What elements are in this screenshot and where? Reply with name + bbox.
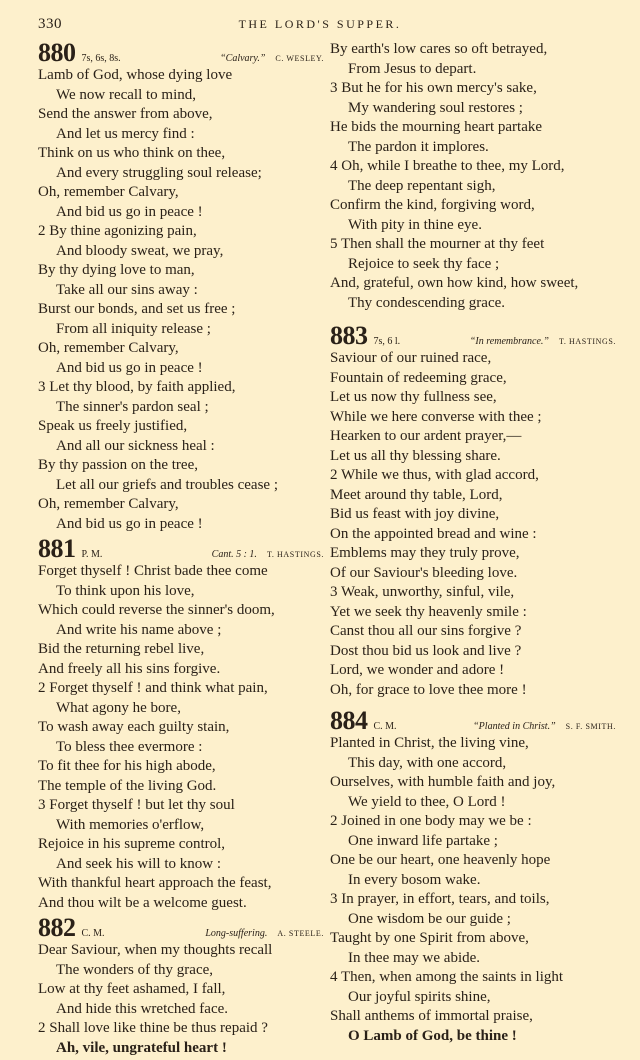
hymn-line: And bloody sweat, we pray, — [56, 242, 224, 259]
hymn-line: Hearken to our ardent prayer,— — [330, 428, 522, 444]
hymn-line: Bid the returning rebel live, — [38, 641, 205, 657]
hymn-line: From Jesus to depart. — [348, 60, 477, 77]
hymn-line: Canst thou all our sins forgive ? — [330, 623, 522, 639]
hymn-line: By thy passion on the tree, — [38, 457, 198, 473]
hymn-meter: P. M. — [81, 549, 103, 560]
hymn-line: 2 While we thus, with glad accord, — [330, 467, 539, 483]
hymn-line: Our joyful spirits shine, — [348, 988, 491, 1005]
hymn-author: C. WESLEY. — [275, 54, 324, 63]
hymn-line: This day, with one accord, — [348, 754, 507, 771]
hymn-number: 883 — [330, 321, 368, 350]
hymn-line: And let us mercy find : — [56, 125, 195, 142]
hymn-line: 3 But he for his own mercy's sake, — [330, 80, 537, 96]
hymn-line: And seek his will to know : — [56, 855, 221, 872]
hymn-line: 3 Weak, unworthy, sinful, vile, — [330, 584, 515, 600]
hymn-line: To think upon his love, — [56, 582, 195, 599]
hymn-meter: C. M. — [373, 721, 397, 732]
hymn-line: Taught by one Spirit from above, — [330, 930, 529, 946]
hymn-line: The sinner's pardon seal ; — [56, 398, 209, 415]
hymn-line: By thy dying love to man, — [38, 262, 195, 278]
hymn-author: A. STEELE. — [277, 929, 324, 938]
hymn-line: 5 Then shall the mourner at thy feet — [330, 236, 545, 252]
hymn-line: And bid us go in peace ! — [56, 515, 203, 532]
hymn-882 — [38, 915, 324, 1058]
left-column — [38, 40, 324, 1060]
hymn-line: What agony he bore, — [56, 699, 181, 716]
running-header — [0, 12, 640, 34]
hymn-header — [330, 323, 616, 349]
hymn-line: Dear Saviour, when my thoughts recall — [38, 942, 273, 958]
hymn-line: Let us all thy blessing share. — [330, 447, 501, 464]
running-title: THE LORD'S SUPPER. — [238, 17, 402, 31]
hymn-line: To bless thee evermore : — [56, 738, 203, 755]
hymn-line: By earth's low cares so oft betrayed, — [330, 41, 548, 57]
hymn-880 — [38, 40, 324, 534]
hymn-line: The temple of the living God. — [38, 777, 217, 794]
hymn-author: T. HASTINGS. — [266, 550, 324, 559]
hymn-number: 880 — [38, 38, 76, 67]
hymn-line: And, grateful, own how kind, how sweet, — [330, 275, 579, 291]
hymn-tune: “Calvary.” — [220, 53, 266, 64]
hymn-line: Oh, remember Calvary, — [38, 496, 179, 512]
hymn-tune: “In remembrance.” — [469, 336, 549, 347]
hymn-line: And hide this wretched face. — [56, 1000, 229, 1017]
hymn-line: 2 By thine agonizing pain, — [38, 223, 197, 239]
hymn-line: Think on us who think on thee, — [38, 145, 226, 161]
hymn-line: The deep repentant sigh, — [348, 177, 496, 194]
hymn-line: In thee may we abide. — [348, 949, 481, 966]
hymn-line: Confirm the kind, forgiving word, — [330, 197, 535, 213]
hymn-line: Emblems may they truly prove, — [330, 545, 520, 561]
hymn-meter: 7s, 6s, 8s. — [81, 53, 121, 64]
hymn-line: And bid us go in peace ! — [56, 203, 203, 220]
hymn-line: Rejoice in his supreme control, — [38, 836, 226, 852]
hymn-line: One wisdom be our guide ; — [348, 910, 511, 927]
hymn-header — [38, 40, 324, 66]
hymn-line: We now recall to mind, — [56, 86, 197, 103]
hymn-number: 882 — [38, 913, 76, 942]
hymn-line: Saviour of our ruined race, — [330, 350, 492, 366]
hymn-line: O Lamb of God, be thine ! — [348, 1027, 517, 1044]
hymn-line: And thou wilt be a welcome guest. — [38, 894, 247, 911]
hymn-line: 3 Forget thyself ! but let thy soul — [38, 797, 235, 813]
hymn-meter: C. M. — [81, 928, 105, 939]
hymn-meter: 7s, 6 l. — [373, 336, 401, 347]
hymn-line: And every struggling soul release; — [56, 164, 262, 181]
hymn-line: In every bosom wake. — [348, 871, 481, 888]
hymn-author: T. HASTINGS. — [558, 337, 616, 346]
hymn-line: We yield to thee, O Lord ! — [348, 793, 506, 810]
hymn-line: From all iniquity release ; — [56, 320, 211, 337]
hymn-884 — [330, 708, 616, 1046]
hymn-line: Meet around thy table, Lord, — [330, 486, 503, 503]
hymn-line: To fit thee for his high abode, — [38, 758, 216, 774]
hymn-881 — [38, 536, 324, 913]
hymn-line: Thy condescending grace. — [348, 294, 506, 311]
hymn-tune: Cant. 5 : 1. — [211, 549, 257, 560]
hymn-line: Speak us freely justified, — [38, 418, 188, 434]
hymn-line: With memories o'erflow, — [56, 816, 205, 833]
hymn-line: And all our sickness heal : — [56, 437, 215, 454]
hymn-header — [330, 708, 616, 734]
hymn-line: With thankful heart approach the feast, — [38, 875, 272, 891]
hymn-line: Take all our sins away : — [56, 281, 198, 298]
hymn-line: Bid us feast with joy divine, — [330, 506, 500, 522]
hymn-line: Lord, we wonder and adore ! — [330, 662, 505, 678]
hymn-line: And write his name above ; — [56, 621, 222, 638]
right-column — [330, 40, 616, 1048]
hymn-line: Rejoice to seek thy face ; — [348, 255, 500, 272]
hymn-line: 3 In prayer, in effort, tears, and toils, — [330, 891, 550, 907]
hymn-line: And freely all his sins forgive. — [38, 660, 221, 677]
hymn-line: Low at thy feet ashamed, I fall, — [38, 981, 226, 997]
hymn-line: Fountain of redeeming grace, — [330, 369, 507, 386]
page-number: 330 — [38, 16, 62, 32]
hymn-tune: “Planted in Christ.” — [473, 721, 556, 732]
hymn-line: Send the answer from above, — [38, 106, 213, 122]
hymn-line: The wonders of thy grace, — [56, 961, 214, 978]
hymn-line: Oh, remember Calvary, — [38, 340, 179, 356]
hymn-line: 3 Let thy blood, by faith applied, — [38, 379, 236, 395]
hymn-line: One inward life partake ; — [348, 832, 498, 849]
hymn-line: Dost thou bid us look and live ? — [330, 642, 522, 659]
hymn-line: Let all our griefs and troubles cease ; — [56, 476, 278, 493]
hymn-line: Oh, for grace to love thee more ! — [330, 681, 527, 698]
hymn-line: Ah, vile, ungrateful heart ! — [56, 1039, 227, 1056]
hymn-line: And bid us go in peace ! — [56, 359, 203, 376]
hymn-line: Planted in Christ, the living vine, — [330, 735, 529, 751]
hymn-line: Shall anthems of immortal praise, — [330, 1008, 533, 1024]
hymn-line: He bids the mourning heart partake — [330, 119, 543, 135]
hymn-line: 4 Then, when among the saints in light — [330, 969, 564, 985]
hymn-882-continued — [330, 40, 616, 313]
hymn-number: 881 — [38, 534, 76, 563]
hymn-line: Yet we seek thy heavenly smile : — [330, 603, 527, 620]
hymn-line: To wash away each guilty stain, — [38, 719, 230, 735]
hymn-line: While we here converse with thee ; — [330, 408, 542, 425]
hymn-line: Ourselves, with humble faith and joy, — [330, 774, 556, 790]
hymn-line: Oh, remember Calvary, — [38, 184, 179, 200]
hymn-line: My wandering soul restores ; — [348, 99, 523, 116]
hymn-line: On the appointed bread and wine : — [330, 525, 537, 542]
hymn-header — [38, 915, 324, 941]
hymn-line: Burst our bonds, and set us free ; — [38, 301, 236, 317]
hymn-line: Let us now thy fullness see, — [330, 389, 497, 405]
hymn-line: 2 Forget thyself ! and think what pain, — [38, 680, 268, 696]
hymn-line: Forget thyself ! Christ bade thee come — [38, 563, 268, 579]
hymn-header — [38, 536, 324, 562]
hymn-line: 2 Shall love like thine be thus repaid ? — [38, 1020, 268, 1036]
hymn-line: 2 Joined in one body may we be : — [330, 813, 532, 829]
hymn-line: One be our heart, one heavenly hope — [330, 852, 551, 868]
hymn-line: Which could reverse the sinner's doom, — [38, 602, 275, 618]
hymn-line: The pardon it implores. — [348, 138, 489, 155]
hymn-883 — [330, 323, 616, 700]
hymn-line: With pity in thine eye. — [348, 216, 482, 233]
hymn-line: 4 Oh, while I breathe to thee, my Lord, — [330, 158, 565, 174]
hymn-line: Lamb of God, whose dying love — [38, 67, 233, 83]
hymn-author: S. F. SMITH. — [565, 722, 616, 731]
hymn-tune: Long-suffering. — [205, 928, 268, 939]
hymn-number: 884 — [330, 706, 368, 735]
hymn-line: Of our Saviour's bleeding love. — [330, 564, 518, 581]
